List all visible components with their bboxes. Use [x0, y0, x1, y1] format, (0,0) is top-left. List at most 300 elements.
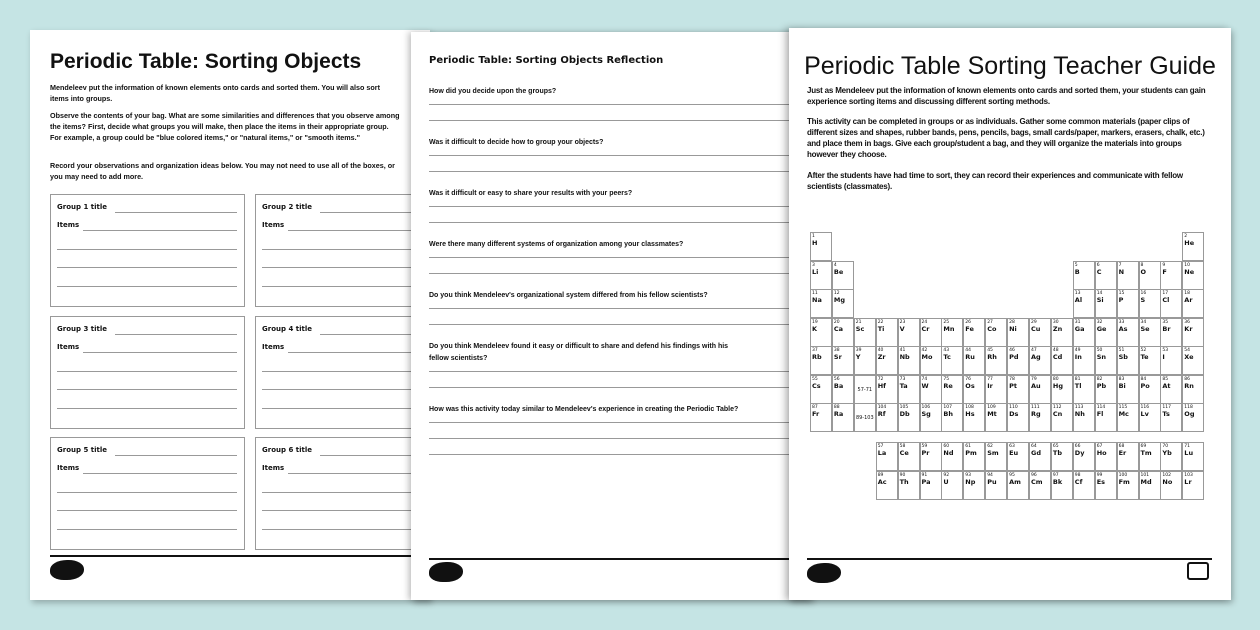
atomic-number: 20 [833, 319, 840, 325]
reflection-question: How was this activity today similar to Mendeleev's experience in creating the Periodic Table? [429, 406, 739, 413]
element-cell [1139, 403, 1161, 432]
element-cell [1160, 375, 1182, 404]
element-symbol: Og [1184, 410, 1195, 418]
answer-line [429, 222, 809, 223]
answer-line [429, 454, 809, 455]
answer-line [429, 387, 809, 388]
answer-line [429, 273, 809, 274]
sorting-objects-worksheet [30, 30, 430, 600]
element-cell [985, 375, 1007, 404]
atomic-number: 14 [1096, 291, 1103, 296]
atomic-number: 47 [1031, 348, 1037, 353]
atomic-number: 57 [877, 444, 884, 449]
atomic-number: 68 [1118, 444, 1125, 449]
atomic-number: 12 [833, 291, 840, 296]
atomic-number: 46 [1009, 348, 1015, 353]
element-symbol: Er [1118, 449, 1127, 457]
group-title-label: Group 6 title [262, 446, 312, 454]
answer-line [83, 473, 237, 474]
atomic-number: 115 [1118, 405, 1128, 410]
element-cell [1095, 471, 1117, 500]
element-cell [985, 403, 1007, 432]
answer-line [429, 422, 809, 423]
atomic-number: 67 [1096, 444, 1103, 449]
element-symbol: W [921, 381, 929, 390]
group-title-label: Group 4 title [262, 325, 312, 333]
element-symbol: Ga [1074, 324, 1085, 333]
atomic-number: 65 [1052, 444, 1059, 449]
atomic-number: 50 [1096, 348, 1103, 353]
atomic-number: 38 [833, 348, 840, 353]
element-symbol: Ba [833, 381, 844, 390]
element-cell [810, 289, 832, 318]
element-symbol: Ce [899, 449, 909, 457]
answer-line [429, 308, 809, 309]
reflection-question: Do you think Mendeleev's organizational system differed from his fellow scientists? [429, 292, 708, 299]
atomic-number: 92 [943, 473, 950, 478]
element-symbol: Am [1009, 478, 1021, 486]
atomic-number: 3 [812, 262, 815, 268]
element-symbol: Cl [1162, 296, 1170, 304]
atomic-number: 77 [987, 376, 993, 382]
atomic-number: 13 [1074, 291, 1081, 296]
atomic-number: 26 [965, 319, 972, 325]
element-symbol: Tl [1074, 381, 1082, 390]
atomic-number: 56 [833, 376, 840, 382]
element-cell [1029, 403, 1051, 432]
element-symbol: Sb [1118, 353, 1128, 361]
element-symbol: Gd [1031, 449, 1041, 457]
atomic-number: 6 [1096, 262, 1100, 268]
atomic-number: 112 [1052, 405, 1062, 410]
atomic-number: 58 [899, 444, 906, 449]
answer-line [57, 389, 237, 390]
atomic-number: 42 [921, 348, 928, 353]
atomic-number: 89 [877, 473, 884, 478]
element-cell [810, 232, 832, 261]
group-items-label: Items [57, 221, 80, 229]
element-cell [832, 403, 854, 432]
element-symbol: Cf [1074, 478, 1083, 486]
element-cell [1139, 289, 1161, 318]
element-symbol: Mc [1118, 410, 1129, 418]
atomic-number: 110 [1009, 405, 1018, 410]
atomic-number: 32 [1096, 319, 1103, 325]
answer-line [57, 529, 237, 530]
element-symbol: Tc [943, 353, 951, 361]
atomic-number: 11 [812, 291, 818, 296]
element-cell [920, 318, 942, 347]
element-symbol: Cm [1031, 478, 1043, 486]
element-symbol: Hf [877, 381, 886, 390]
element-symbol: Sc [855, 324, 865, 333]
atomic-number: 94 [987, 473, 993, 478]
answer-line [262, 389, 430, 390]
answer-line [429, 171, 809, 172]
atomic-number: 66 [1074, 444, 1081, 449]
element-symbol: Pa [921, 478, 931, 486]
reflection-question: Were there many different systems of organization among your classmates? [429, 241, 684, 248]
atomic-number: 107 [943, 405, 952, 410]
element-symbol: Sn [1096, 353, 1106, 361]
element-cell [1073, 403, 1095, 432]
element-symbol: Au [1031, 381, 1041, 390]
element-cell [1182, 442, 1204, 471]
element-cell [810, 375, 832, 404]
atomic-number: 76 [965, 376, 972, 382]
element-cell [1160, 318, 1182, 347]
atomic-number: 98 [1074, 473, 1081, 478]
group-box [255, 316, 430, 429]
element-symbol: Pd [1009, 353, 1019, 361]
element-cell [1095, 442, 1117, 471]
element-cell [1139, 346, 1161, 375]
element-symbol: Si [1096, 296, 1104, 304]
group-items-label: Items [57, 343, 80, 351]
element-symbol: Lu [1184, 449, 1194, 457]
element-cell [1182, 403, 1204, 432]
atomic-number: 102 [1162, 473, 1171, 478]
element-symbol: Te [1140, 353, 1149, 361]
element-cell [920, 442, 942, 471]
element-cell [1029, 442, 1051, 471]
answer-line [262, 267, 430, 268]
atomic-number: 106 [921, 405, 931, 410]
element-cell [1160, 442, 1182, 471]
element-cell [854, 375, 876, 404]
element-cell [1095, 261, 1117, 290]
element-symbol: Be [833, 267, 844, 276]
element-symbol: Al [1074, 296, 1083, 304]
element-cell [1182, 261, 1204, 290]
element-cell [1051, 471, 1073, 500]
group-title-line [115, 212, 237, 213]
element-cell [1007, 346, 1029, 375]
element-symbol: Ts [1162, 410, 1170, 418]
element-cell [963, 442, 985, 471]
atomic-number: 93 [965, 473, 972, 478]
element-symbol: In [1074, 353, 1082, 361]
reflection-question: Was it difficult to decide how to group your objects? [429, 139, 604, 146]
element-symbol: Co [987, 324, 997, 333]
atomic-number: 86 [1184, 376, 1191, 382]
atomic-number: 15 [1118, 291, 1125, 296]
answer-line [262, 249, 430, 250]
element-cell [1182, 289, 1204, 318]
atomic-number: 81 [1074, 376, 1081, 382]
atomic-number: 101 [1140, 473, 1150, 478]
element-symbol: Pt [1009, 381, 1017, 390]
element-symbol: Mn [943, 324, 955, 333]
answer-line [57, 408, 237, 409]
element-cell [1029, 346, 1051, 375]
element-symbol: Nd [943, 449, 954, 457]
atomic-number: 99 [1096, 473, 1103, 478]
element-symbol: Cn [1052, 410, 1063, 418]
element-symbol: Ti [877, 324, 885, 333]
element-symbol: Mt [987, 410, 997, 418]
guide-paragraph-3: After the students have had time to sort, they can record their experiences and communicate with fellow scientists (classmates). [807, 171, 1183, 191]
element-symbol: Se [1140, 324, 1150, 333]
element-symbol: F [1162, 267, 1167, 276]
element-cell [1117, 442, 1139, 471]
element-symbol: Es [1096, 478, 1105, 486]
element-cell [832, 346, 854, 375]
element-cell [1139, 318, 1161, 347]
element-symbol: Na [812, 296, 822, 304]
element-symbol: Th [899, 478, 909, 486]
element-symbol: Ne [1184, 267, 1195, 276]
element-cell [941, 471, 963, 500]
answer-line [83, 230, 237, 231]
answer-line [262, 529, 430, 530]
element-symbol: As [1118, 324, 1128, 333]
atomic-number: 53 [1162, 348, 1169, 353]
element-cell [832, 261, 854, 290]
badge-icon [1187, 562, 1209, 580]
atomic-number: 30 [1052, 319, 1059, 325]
answer-line [288, 230, 430, 231]
element-symbol: Np [965, 478, 976, 486]
element-symbol: B [1074, 267, 1080, 276]
element-symbol: Bh [943, 410, 953, 418]
atomic-number: 79 [1031, 376, 1037, 382]
element-cell [1029, 318, 1051, 347]
element-symbol: H [812, 239, 818, 247]
atomic-number: 55 [812, 376, 818, 382]
element-symbol: Sr [833, 353, 842, 361]
atomic-number: 82 [1096, 376, 1103, 382]
element-cell [898, 346, 920, 375]
element-cell [985, 442, 1007, 471]
element-symbol: U [943, 478, 949, 486]
atomic-number: 29 [1031, 319, 1037, 325]
element-symbol: Br [1162, 324, 1171, 333]
element-cell [1182, 232, 1204, 261]
atomic-number: 7 [1118, 262, 1122, 268]
element-cell [1182, 346, 1204, 375]
element-symbol: Bk [1052, 478, 1063, 486]
atomic-number: 19 [812, 319, 818, 325]
element-cell [1073, 261, 1095, 290]
atomic-number: 116 [1140, 405, 1150, 410]
element-cell [1007, 442, 1029, 471]
group-box [50, 194, 245, 307]
element-symbol: P [1118, 296, 1124, 304]
element-symbol: K [812, 324, 818, 333]
group-items-label: Items [262, 464, 285, 472]
element-symbol: Ra [833, 410, 844, 418]
element-cell [1051, 375, 1073, 404]
element-cell [876, 471, 898, 500]
group-title-line [115, 455, 237, 456]
element-cell [1029, 471, 1051, 500]
element-cell [1160, 471, 1182, 500]
reflection-question: Do you think Mendeleev found it easy or difficult to share and defend his findings with his fellow scientists? [429, 343, 729, 362]
atomic-number: 49 [1074, 348, 1081, 353]
answer-line [429, 371, 809, 372]
atomic-number: 24 [921, 319, 928, 325]
element-symbol: Yb [1162, 449, 1172, 457]
answer-line [57, 286, 237, 287]
group-items-label: Items [262, 343, 285, 351]
element-cell [963, 375, 985, 404]
atomic-number: 113 [1074, 405, 1084, 410]
atomic-number: 39 [855, 348, 862, 353]
element-symbol: Fl [1096, 410, 1104, 418]
atomic-number: 85 [1162, 376, 1169, 382]
atomic-number: 60 [943, 444, 950, 449]
atomic-number: 83 [1118, 376, 1125, 382]
element-symbol: Ca [833, 324, 844, 333]
element-symbol: Nh [1074, 410, 1085, 418]
element-symbol: Bi [1118, 381, 1126, 390]
element-cell [1117, 471, 1139, 500]
atomic-number: 96 [1031, 473, 1037, 478]
element-symbol: C [1096, 267, 1102, 276]
element-cell [985, 318, 1007, 347]
atomic-number: 61 [965, 444, 972, 449]
element-symbol: Rn [1184, 381, 1194, 390]
atomic-number: 5 [1074, 262, 1078, 268]
answer-line [288, 473, 430, 474]
element-symbol: Pu [987, 478, 997, 486]
element-symbol: Rb [812, 353, 822, 361]
atomic-number: 9 [1162, 262, 1166, 268]
sheet1-intro: Mendeleev put the information of known elements onto cards and sorted them. You will also sort items into groups. [50, 83, 381, 103]
element-cell [1160, 261, 1182, 290]
element-cell [898, 375, 920, 404]
element-cell [1095, 346, 1117, 375]
element-cell [963, 403, 985, 432]
element-cell [920, 346, 942, 375]
answer-line [57, 267, 237, 268]
element-symbol: Mg [833, 296, 846, 304]
atomic-number: 95 [1009, 473, 1015, 478]
element-cell [832, 375, 854, 404]
element-symbol: O [1140, 267, 1147, 276]
answer-line [429, 206, 809, 207]
sheet2-title: Periodic Table: Sorting Objects Reflection [429, 55, 664, 66]
sheet3-title: Periodic Table Sorting Teacher Guide [804, 52, 1216, 80]
element-symbol: Lr [1184, 478, 1192, 486]
group-title-line [115, 334, 237, 335]
element-cell [1160, 289, 1182, 318]
element-cell [810, 261, 832, 290]
twinkl-logo [429, 562, 463, 582]
element-symbol: Pr [921, 449, 930, 457]
element-cell [832, 289, 854, 318]
element-symbol: Nb [899, 353, 910, 361]
reflection-question: How did you decide upon the groups? [429, 88, 557, 95]
answer-line [429, 438, 809, 439]
element-cell [1007, 471, 1029, 500]
element-cell [1007, 403, 1029, 432]
atomic-number: 78 [1009, 376, 1015, 382]
atomic-number: 87 [812, 405, 818, 410]
element-cell [1117, 289, 1139, 318]
atomic-number: 35 [1162, 319, 1169, 325]
element-symbol: Fe [965, 324, 974, 333]
atomic-number: 4 [833, 262, 837, 268]
element-cell [1139, 471, 1161, 500]
answer-line [262, 286, 430, 287]
twinkl-logo [807, 563, 841, 583]
atomic-number: 73 [899, 376, 906, 382]
element-cell [1051, 346, 1073, 375]
group-box [50, 437, 245, 550]
atomic-number: 40 [877, 348, 884, 353]
atomic-number: 109 [987, 405, 996, 410]
atomic-number: 43 [943, 348, 950, 353]
atomic-number: 64 [1031, 444, 1037, 449]
element-cell [985, 471, 1007, 500]
answer-line [262, 510, 430, 511]
atomic-number: 71 [1184, 444, 1191, 449]
element-symbol: Ac [877, 478, 887, 486]
element-symbol: Eu [1009, 449, 1019, 457]
footer-divider [429, 558, 809, 560]
element-symbol: Fm [1118, 478, 1130, 486]
element-symbol: Cu [1031, 324, 1041, 333]
atomic-number: 108 [965, 405, 974, 410]
element-symbol: Cd [1052, 353, 1063, 361]
atomic-number: 118 [1184, 405, 1193, 410]
element-cell [1073, 442, 1095, 471]
teacher-guide [789, 28, 1231, 600]
atomic-number: 22 [877, 319, 884, 325]
element-cell [854, 318, 876, 347]
atomic-number: 91 [921, 473, 928, 478]
atomic-number: 104 [877, 405, 887, 410]
element-symbol: Cr [921, 324, 930, 333]
element-symbol: Db [899, 410, 910, 418]
group-title-label: Group 2 title [262, 203, 312, 211]
group-title-label: Group 5 title [57, 446, 107, 454]
element-cell [963, 471, 985, 500]
element-symbol: Ho [1096, 449, 1107, 457]
element-cell [1117, 375, 1139, 404]
atomic-number: 84 [1140, 376, 1147, 382]
element-symbol: Md [1140, 478, 1152, 486]
atomic-number: 41 [899, 348, 906, 353]
atomic-number: 23 [899, 319, 906, 325]
answer-line [429, 104, 809, 105]
element-cell [1095, 403, 1117, 432]
element-symbol: I [1162, 353, 1165, 361]
element-cell [1095, 318, 1117, 347]
atomic-number: 45 [987, 348, 993, 353]
answer-line [57, 249, 237, 250]
atomic-number: 21 [855, 319, 862, 325]
sheet1-title: Periodic Table: Sorting Objects [50, 50, 362, 73]
element-range: 89-103 [855, 415, 874, 421]
element-cell [963, 346, 985, 375]
element-symbol: Kr [1184, 324, 1193, 333]
atomic-number: 2 [1184, 234, 1188, 239]
answer-line [262, 492, 430, 493]
element-symbol: Os [965, 381, 975, 390]
element-symbol: He [1184, 239, 1195, 247]
element-cell [941, 346, 963, 375]
element-symbol: La [877, 449, 887, 457]
element-cell [810, 318, 832, 347]
element-cell [1073, 289, 1095, 318]
answer-line [429, 120, 809, 121]
element-symbol: Ag [1031, 353, 1041, 361]
element-cell [920, 471, 942, 500]
element-symbol: Fr [812, 410, 820, 418]
